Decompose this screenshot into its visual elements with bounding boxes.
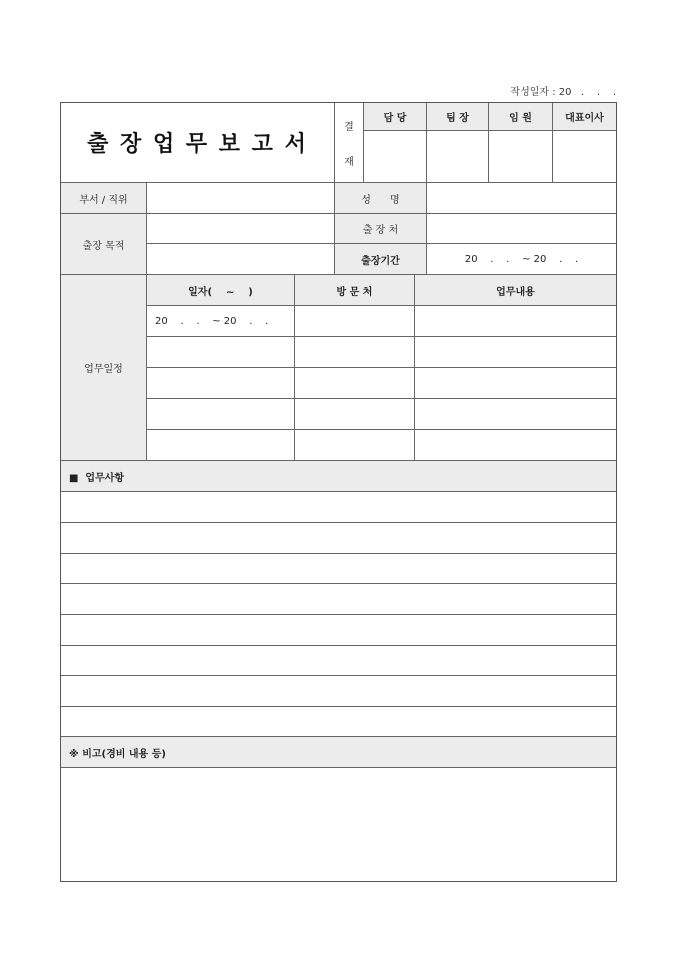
approval-role-2: 팀 장 [427, 103, 489, 131]
schedule-content-3[interactable] [415, 368, 616, 399]
approval-sign-2[interactable] [427, 131, 489, 183]
approval-label-bottom: 재 [344, 156, 354, 168]
remarks-body[interactable] [61, 768, 616, 881]
schedule-content-4[interactable] [415, 399, 616, 430]
task-line[interactable] [61, 646, 616, 676]
schedule-content-2[interactable] [415, 337, 616, 368]
schedule-visit-3[interactable] [295, 368, 415, 399]
task-line[interactable] [61, 584, 616, 615]
approval-sign-4[interactable] [553, 131, 616, 183]
task-line[interactable] [61, 676, 616, 707]
title-cell [61, 103, 335, 183]
approval-label-top: 결 [344, 121, 354, 133]
destination-label: 출 장 처 [335, 214, 427, 244]
task-line[interactable] [61, 492, 616, 523]
dept-label: 부서 / 직위 [61, 183, 147, 214]
schedule-header-date: 일자( ~ ) [147, 275, 295, 306]
page-title: 출 장 업 무 보 고 서 [87, 132, 308, 157]
purpose-value-2[interactable] [147, 244, 335, 275]
purpose-value-1[interactable] [147, 214, 335, 244]
name-value[interactable] [427, 183, 616, 214]
schedule-date-5[interactable] [147, 430, 295, 461]
period-value[interactable]: 20 . . ~ 20 . . [427, 244, 616, 275]
schedule-label: 업무일정 [61, 275, 147, 461]
destination-value[interactable] [427, 214, 616, 244]
approval-sign-3[interactable] [489, 131, 553, 183]
schedule-content-5[interactable] [415, 430, 616, 461]
period-label: 출장기간 [335, 244, 427, 275]
report-form [60, 102, 617, 882]
dept-value[interactable] [147, 183, 335, 214]
remarks-header: ※ 비고(경비 내용 등) [61, 737, 616, 768]
schedule-visit-2[interactable] [295, 337, 415, 368]
schedule-visit-4[interactable] [295, 399, 415, 430]
schedule-content-1[interactable] [415, 306, 616, 337]
schedule-header-content: 업무내용 [415, 275, 616, 306]
schedule-header-visit: 방 문 처 [295, 275, 415, 306]
schedule-date-3[interactable] [147, 368, 295, 399]
task-line[interactable] [61, 707, 616, 737]
task-line[interactable] [61, 615, 616, 646]
name-label: 성 명 [335, 183, 427, 214]
date-line: 작성일자 : 20 . . . [510, 87, 616, 98]
schedule-date-1[interactable]: 20 . . ~ 20 . . [147, 306, 295, 337]
schedule-visit-5[interactable] [295, 430, 415, 461]
approval-role-1: 담 당 [364, 103, 427, 131]
approval-sign-1[interactable] [364, 131, 427, 183]
task-line[interactable] [61, 523, 616, 554]
schedule-date-2[interactable] [147, 337, 295, 368]
schedule-visit-1[interactable] [295, 306, 415, 337]
tasks-header: ■ 업무사항 [61, 461, 616, 492]
schedule-date-4[interactable] [147, 399, 295, 430]
purpose-label: 출장 목적 [61, 214, 147, 275]
approval-role-4: 대표이사 [553, 103, 616, 131]
task-line[interactable] [61, 554, 616, 584]
approval-label [335, 103, 364, 183]
approval-role-3: 임 원 [489, 103, 553, 131]
